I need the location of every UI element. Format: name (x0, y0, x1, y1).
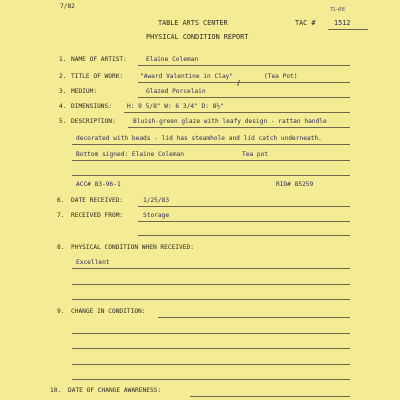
report-title: PHYSICAL CONDITION REPORT (146, 33, 249, 41)
field-9-number: 9. (57, 308, 65, 315)
medium-value: Glazed Porcelain (146, 88, 206, 95)
change-rule-1 (158, 317, 350, 318)
condition-rule-2 (72, 284, 350, 285)
date-received-label: DATE RECEIVED: (71, 197, 124, 204)
field-5-number: 5. (59, 118, 67, 125)
title-label: TITLE OF WORK: (71, 73, 124, 80)
change-rule-5 (72, 379, 350, 380)
condition-rule-3 (72, 299, 350, 300)
description-rule-2 (72, 144, 350, 145)
medium-line (138, 97, 350, 98)
title-value: "Award Valentine in Clay" (140, 73, 234, 80)
org-name: TABLE ARTS CENTER (158, 19, 228, 27)
date-change-awareness-label: DATE OF CHANGE AWARENESS: (68, 387, 162, 394)
date-received-line (138, 206, 350, 207)
received-from-line-2 (138, 235, 350, 236)
change-rule-3 (72, 348, 350, 349)
description-line-2: decorated with beads - lid has steamhole and lid catch underneath. (76, 135, 322, 142)
field-1-number: 1. (59, 56, 67, 63)
condition-rule-1 (72, 268, 350, 269)
field-4-number: 4. (59, 103, 67, 110)
dimensions-label: DIMENSIONS: (71, 103, 112, 110)
description-label: DESCRIPTION: (71, 118, 116, 125)
artist-value: Elaine Coleman (146, 56, 199, 63)
corner-note: TL-66 (330, 7, 345, 13)
artist-line (138, 65, 350, 66)
physical-condition-label: PHYSICAL CONDITION WHEN RECEIVED: (71, 244, 194, 251)
artist-label: NAME OF ARTIST: (71, 56, 127, 63)
acc-number: ACC# 83-96-1 (76, 181, 121, 188)
medium-label: MEDIUM: (71, 88, 98, 95)
change-rule-2 (72, 333, 350, 334)
tac-number: 1512 (334, 19, 351, 27)
field-7-number: 7. (57, 212, 65, 219)
description-rule-3 (72, 160, 350, 161)
field-10-number: 10. (50, 387, 62, 394)
description-line-1: Bluish-green glaze with leafy design - rattan handle (133, 118, 327, 125)
correction-mark (237, 80, 240, 86)
description-rule-1 (128, 127, 350, 128)
description-line-3-right: Tea pot (242, 151, 269, 158)
field-8-number: 8. (57, 244, 65, 251)
rid-number: RID# 85259 (276, 181, 314, 188)
field-2-number: 2. (59, 73, 67, 80)
date-code: 7/82 (60, 3, 75, 10)
dimensions-line (124, 112, 350, 113)
dimensions-value: H: 9 5/8" W: 6 3/4" D: 8½" (127, 103, 224, 110)
physical-condition-value: Excellent (76, 259, 110, 266)
title-line (138, 82, 350, 83)
received-from-label: RECEIVED FROM: (71, 212, 124, 219)
received-from-line-1 (138, 221, 350, 222)
date-change-awareness-line (190, 396, 350, 397)
date-received-value: 1/25/83 (143, 197, 170, 204)
description-line-3: Bottom signed: Elaine Coleman (76, 151, 185, 158)
field-6-number: 6. (57, 197, 65, 204)
change-in-condition-label: CHANGE IN CONDITION: (71, 308, 146, 315)
title-suffix: (Tea Pot) (264, 73, 298, 80)
description-rule-4 (72, 175, 350, 176)
field-3-number: 3. (59, 88, 67, 95)
tac-underline (328, 29, 368, 30)
received-from-value: Storage (143, 212, 170, 219)
change-rule-4 (72, 364, 350, 365)
tac-label: TAC # (295, 19, 316, 27)
